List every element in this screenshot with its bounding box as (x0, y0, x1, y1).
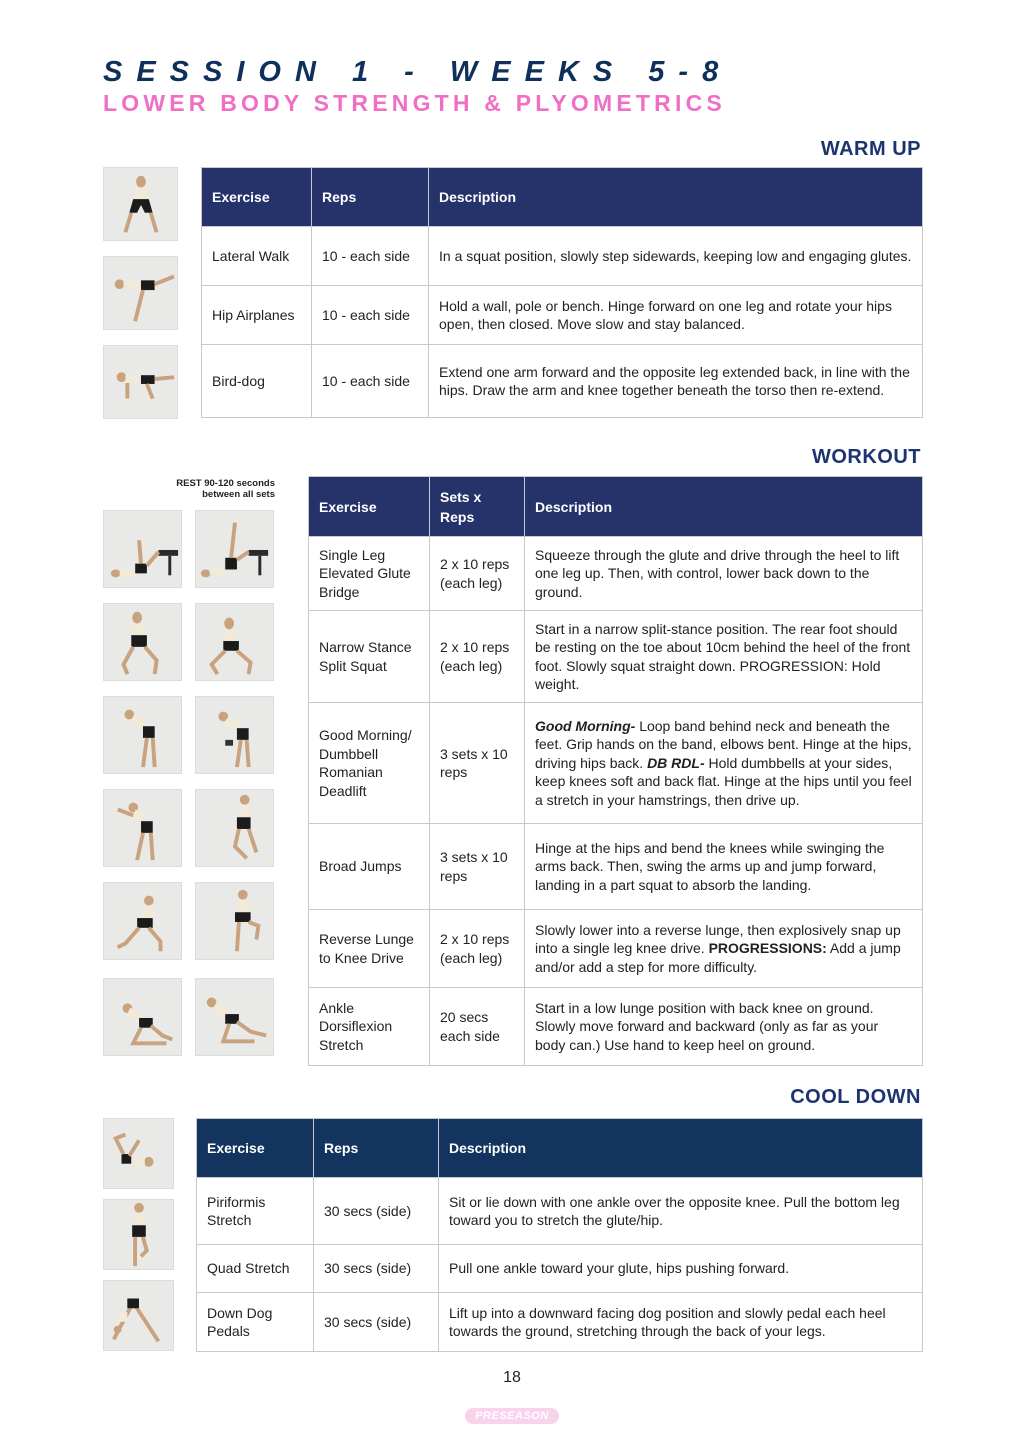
table-row (197, 1178, 923, 1245)
description-keyword: DB RDL- (647, 754, 705, 771)
exercise-photo-glute-bridge-2 (195, 510, 274, 588)
exercise-description: Start in a low lunge position with back knee on ground. Slowly move forward and backward (only as far as your body can.) Use hand to keep heel on ground. (525, 988, 923, 1066)
column-header-description: Description (439, 1119, 923, 1178)
rest-note: REST 90-120 seconds between all sets (176, 478, 275, 500)
exercise-reps: 2 x 10 reps (each leg) (430, 537, 525, 611)
table-row (202, 286, 923, 345)
description-keyword: PROGRESSIONS: (708, 940, 827, 957)
cooldown-heading: COOL DOWN (790, 1086, 921, 1108)
exercise-reps: 2 x 10 reps (each leg) (430, 910, 525, 988)
table-row (309, 703, 923, 824)
session-subtitle: LOWER BODY STRENGTH & PLYOMETRICS (103, 90, 726, 116)
exercise-name: Reverse Lunge to Knee Drive (309, 910, 430, 988)
exercise-photo-lateral-walk (103, 167, 178, 241)
exercise-reps: 10 - each side (312, 345, 429, 418)
description-text: Loop band behind neck and beneath the feet. Grip hands on the band, elbows bent. Hinge at the hips, driving hips back. (535, 717, 912, 771)
exercise-description: Pull one ankle toward your glute, hips pushing forward. (439, 1245, 923, 1293)
cooldown-table (196, 1118, 923, 1352)
column-header-description: Description (525, 477, 923, 537)
exercise-reps: 20 secs each side (430, 988, 525, 1066)
exercise-description: Hold a wall, pole or bench. Hinge forward on one leg and rotate your hips open, then closed. Move slow and stay balanced. (429, 286, 923, 345)
exercise-photo-down-dog-pedals (103, 1280, 174, 1351)
workout-table (308, 476, 923, 1066)
exercise-reps: 10 - each side (312, 227, 429, 286)
exercise-name: Hip Airplanes (202, 286, 312, 345)
exercise-reps: 30 secs (side) (314, 1178, 439, 1245)
column-header-sets-reps: Sets x Reps (430, 477, 525, 537)
brand-logo: PRESEASON PRO (465, 1408, 559, 1424)
exercise-name: Broad Jumps (309, 824, 430, 910)
column-header-exercise: Exercise (309, 477, 430, 537)
table-row (202, 345, 923, 418)
column-header-exercise: Exercise (202, 168, 312, 227)
exercise-reps: 30 secs (side) (314, 1245, 439, 1293)
exercise-photo-hip-airplanes (103, 256, 178, 330)
exercise-photo-ankle-stretch-1 (103, 978, 182, 1056)
table-row (197, 1293, 923, 1352)
table-row (309, 988, 923, 1066)
session-title: SESSION 1 - WEEKS 5-8 (103, 56, 733, 88)
table-row (309, 611, 923, 703)
exercise-reps: 3 sets x 10 reps (430, 703, 525, 824)
table-row (202, 227, 923, 286)
table-row (309, 910, 923, 988)
exercise-name: Piriformis Stretch (197, 1178, 314, 1245)
exercise-name: Ankle Dorsiflexion Stretch (309, 988, 430, 1066)
description-text: Slowly lower into a reverse lunge, then explosively snap up into a single leg knee drive. (535, 921, 901, 957)
column-header-exercise: Exercise (197, 1119, 314, 1178)
table-row (309, 537, 923, 611)
exercise-description: Extend one arm forward and the opposite leg extended back, in line with the hips. Draw the arm and knee together beneath the torso then re-extend. (429, 345, 923, 418)
exercise-photo-reverse-lunge-1 (103, 882, 182, 960)
exercise-description: Squeeze through the glute and drive through the heel to lift one leg up. Then, with control, lower back down to the ground. (525, 537, 923, 611)
exercise-name: Down Dog Pedals (197, 1293, 314, 1352)
exercise-reps: 10 - each side (312, 286, 429, 345)
table-row (309, 824, 923, 910)
column-header-reps: Reps (312, 168, 429, 227)
description-text: Add a jump and/or add a step for more difficulty. (535, 940, 901, 975)
exercise-description: Lift up into a downward facing dog position and slowly pedal each heel towards the ground, stretching through the back of your legs. (439, 1293, 923, 1352)
exercise-photo-broad-jump-1 (103, 789, 182, 867)
exercise-name: Bird-dog (202, 345, 312, 418)
exercise-name: Narrow Stance Split Squat (309, 611, 430, 703)
warmup-table (201, 167, 923, 418)
exercise-photo-split-squat-2 (195, 603, 274, 681)
exercise-description (525, 910, 923, 988)
exercise-photo-glute-bridge-1 (103, 510, 182, 588)
exercise-name: Lateral Walk (202, 227, 312, 286)
workout-heading: WORKOUT (811, 446, 921, 468)
exercise-name: Good Morning/ Dumbbell Romanian Deadlift (309, 703, 430, 824)
exercise-photo-quad-stretch (103, 1199, 174, 1270)
exercise-photo-romanian-deadlift (195, 696, 274, 774)
exercise-description: Hinge at the hips and bend the knees while swinging the arms back. Then, swing the arms up and jump forward, landing in a part squat to absorb the landing. (525, 824, 923, 910)
exercise-description: Start in a narrow split-stance position. The rear foot should be resting on the toe about 10cm behind the heel of the front foot. Slowly squat straight down. PROGRESSION: Hold weight. (525, 611, 923, 703)
column-header-description: Description (429, 168, 923, 227)
exercise-photo-ankle-stretch-2 (195, 978, 274, 1056)
exercise-description (525, 703, 923, 824)
warmup-heading: WARM UP (820, 138, 921, 160)
exercise-photo-piriformis-stretch (103, 1118, 174, 1189)
column-header-reps: Reps (314, 1119, 439, 1178)
description-text: Hold dumbbells at your sides, keep knees soft and back flat. Hinge at the hips until you feel a stretch in your hamstrings, then drive up. (535, 754, 912, 808)
exercise-photo-reverse-lunge-2 (195, 882, 274, 960)
exercise-reps: 30 secs (side) (314, 1293, 439, 1352)
exercise-photo-good-morning (103, 696, 182, 774)
exercise-photo-bird-dog (103, 345, 178, 419)
description-keyword: Good Morning- (535, 717, 636, 734)
page-number: 18 (503, 1369, 521, 1386)
exercise-description: Sit or lie down with one ankle over the opposite knee. Pull the bottom leg toward you to stretch the glute/hip. (439, 1178, 923, 1245)
exercise-name: Single Leg Elevated Glute Bridge (309, 537, 430, 611)
exercise-reps: 2 x 10 reps (each leg) (430, 611, 525, 703)
exercise-description: In a squat position, slowly step sidewards, keeping low and engaging glutes. (429, 227, 923, 286)
table-row (197, 1245, 923, 1293)
exercise-photo-split-squat-1 (103, 603, 182, 681)
exercise-name: Quad Stretch (197, 1245, 314, 1293)
exercise-photo-broad-jump-2 (195, 789, 274, 867)
exercise-reps: 3 sets x 10 reps (430, 824, 525, 910)
